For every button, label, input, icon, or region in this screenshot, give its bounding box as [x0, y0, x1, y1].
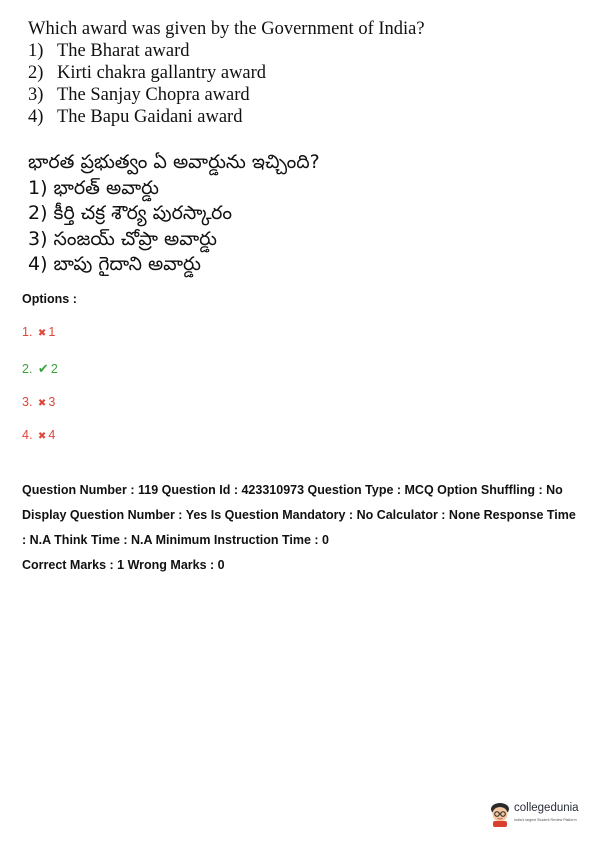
check-icon: ✔ [37, 361, 49, 376]
answer-number: 4. [22, 428, 33, 442]
answer-option-1 [22, 325, 55, 339]
answer-value: 4 [48, 428, 56, 442]
mascot-icon [489, 801, 511, 827]
collegedunia-logo [489, 801, 589, 831]
option-text: Kirti chakra gallantry award [57, 63, 267, 83]
options-heading: Options : [22, 292, 77, 306]
question-option-telugu-1: 1) భారత్ అవార్డు [28, 176, 159, 199]
question-text-telugu: భారత ప్రభుత్వం ఏ అవార్డును ఇచ్చింది? [28, 151, 320, 173]
option-text: The Sanjay Chopra award [57, 85, 250, 105]
question-option-2 [28, 62, 568, 84]
answer-value: 2 [50, 362, 58, 376]
cross-icon: ✖ [37, 431, 47, 442]
logo-tagline: India's largest Student Review Platform [514, 818, 577, 822]
question-option-telugu-4: 4) బాపు గైదాని అవార్డు [28, 253, 201, 275]
question-option-3 [28, 84, 568, 106]
option-number: 1) [28, 41, 44, 61]
marks-info: Correct Marks : 1 Wrong Marks : 0 [22, 558, 225, 572]
answer-option-4 [22, 428, 55, 442]
cross-icon: ✖ [37, 398, 47, 409]
answer-number: 2. [22, 362, 33, 376]
answer-value: 3 [48, 395, 56, 409]
answer-value: 1 [48, 325, 56, 339]
metadata-line-1: Question Number : 119 Question Id : 423310973 Question Type : MCQ Option Shuffling : No [22, 483, 563, 497]
question-option-telugu-3: 3) సంజయ్ చోప్రా అవార్డు [28, 227, 217, 250]
question-option-4 [28, 106, 568, 128]
answer-option-3 [22, 395, 55, 409]
option-text: The Bapu Gaidani award [57, 107, 243, 127]
question-option-telugu-2: 2) కీర్తి చక్ర శౌర్య పురస్కారం [28, 202, 232, 224]
option-text: The Bharat award [57, 41, 190, 61]
option-number: 3) [28, 85, 44, 105]
answer-option-2 [22, 361, 58, 377]
option-number: 2) [28, 63, 44, 83]
cross-icon: ✖ [37, 328, 47, 339]
question-text: Which award was given by the Government of India? [28, 19, 425, 39]
question-telugu [28, 150, 568, 278]
question-option-1 [28, 40, 568, 62]
metadata-line-2: Display Question Number : Yes Is Question Mandatory : No Calculator : None Response Time [22, 508, 576, 522]
answer-number: 3. [22, 395, 33, 409]
logo-name: collegedunia [514, 802, 579, 814]
question-metadata [22, 478, 582, 578]
option-number: 4) [28, 107, 44, 127]
question-english [28, 18, 568, 128]
metadata-line-3: : N.A Think Time : N.A Minimum Instruction Time : 0 [22, 533, 329, 547]
answer-number: 1. [22, 325, 33, 339]
